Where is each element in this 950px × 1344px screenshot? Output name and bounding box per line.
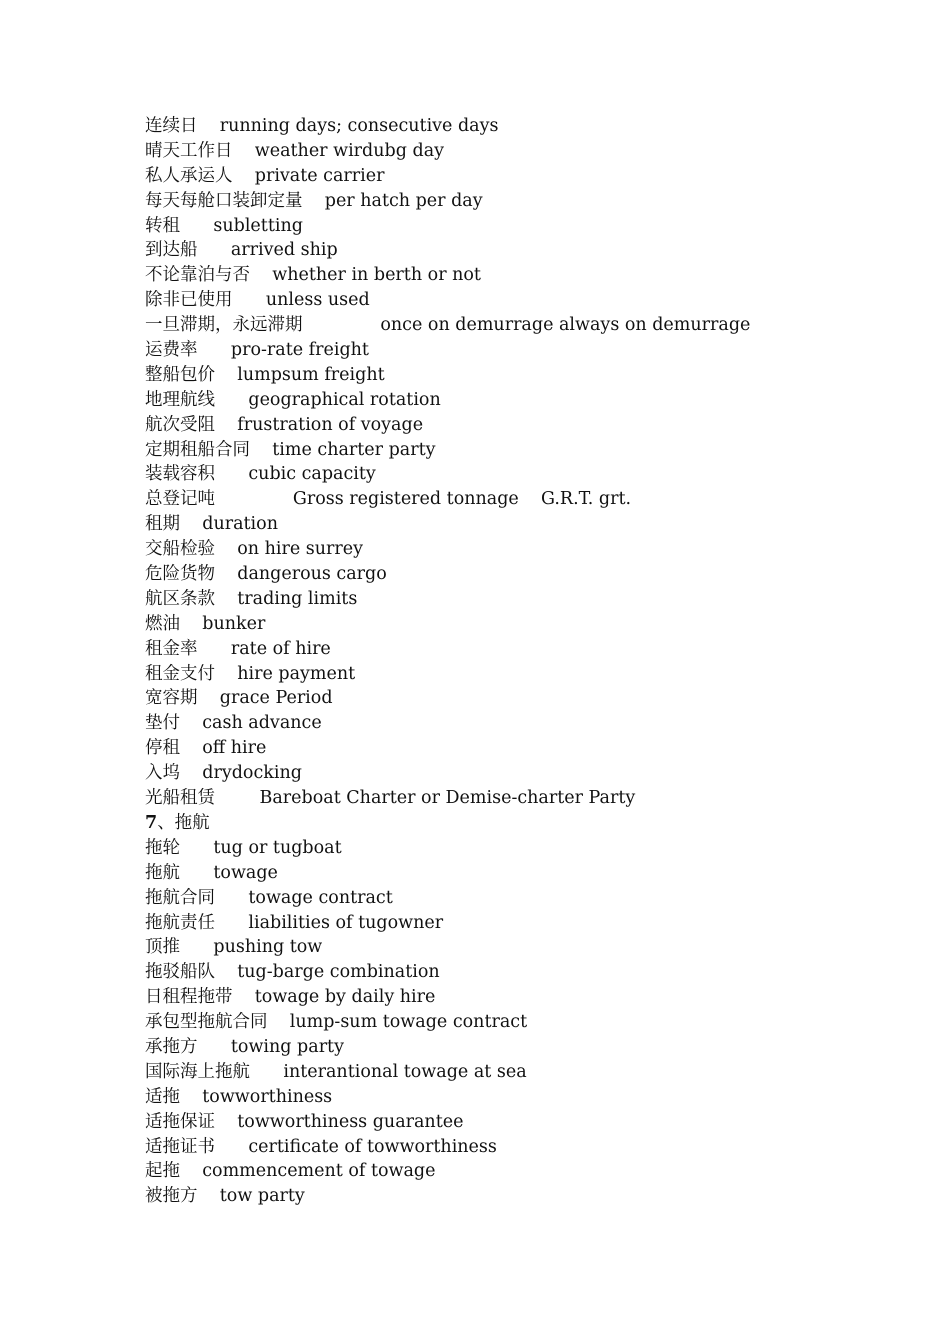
- glossary-entry: 光船租赁 Bareboat Charter or Demise-charter Party: [145, 788, 636, 809]
- glossary-entry: 燃油 bunker: [145, 613, 266, 634]
- glossary-entry: 拖航责任 liabilities of tugowner: [145, 912, 444, 933]
- glossary-entry: 租金率 rate of hire: [145, 638, 331, 659]
- glossary-entry: 私人承运人 private carrier: [145, 165, 385, 186]
- glossary-entry: 一旦滞期，永远滞期 once on demurrage always on demurrage: [145, 315, 751, 336]
- glossary-entry: 除非已使用 unless used: [145, 290, 370, 311]
- glossary-entry: 运费率 pro-rate freight: [145, 340, 369, 361]
- glossary-entry: 地理航线 geographical rotation: [145, 389, 441, 410]
- glossary-entry: 总登记吨 Gross registered tonnage G.R.T. grt.: [145, 489, 632, 510]
- glossary-entry: 入坞 drydocking: [145, 763, 302, 784]
- glossary-entry: 垫付 cash advance: [145, 713, 322, 734]
- glossary-entry: 航区条款 trading limits: [145, 588, 358, 609]
- glossary-entry: 危险货物 dangerous cargo: [145, 564, 387, 585]
- section-heading: [145, 811, 925, 836]
- glossary-entry: 整船包价 lumpsum freight: [145, 364, 385, 385]
- glossary-entry: 承包型拖航合同 lump-sum towage contract: [145, 1012, 528, 1033]
- glossary-entry: 国际海上拖航 interantional towage at sea: [145, 1061, 527, 1082]
- glossary-entry: 租金支付 hire payment: [145, 663, 356, 684]
- glossary-entry: 装载容积 cubic capacity: [145, 464, 376, 485]
- glossary-entry: 适拖 towworthiness: [145, 1086, 333, 1107]
- glossary-entry: 转租 subletting: [145, 215, 303, 236]
- glossary-entry: 被拖方 tow party: [145, 1186, 305, 1207]
- glossary-entry: 连续日 running days; consecutive days: [145, 116, 499, 136]
- section-title: 、拖航: [157, 812, 210, 833]
- glossary-entry: 适拖保证 towworthiness guarantee: [145, 1111, 464, 1132]
- glossary-entry: 航次受阻 frustration of voyage: [145, 414, 424, 435]
- glossary-entry: 租期 duration: [145, 514, 278, 535]
- glossary-entry: 拖航合同 towage contract: [145, 887, 393, 908]
- section-number: 7: [145, 812, 158, 833]
- glossary-entry: 不论靠泊与否 whether in berth or not: [145, 265, 481, 286]
- glossary-entry: 日租程拖带 towage by daily hire: [145, 987, 436, 1008]
- glossary-list: [145, 114, 925, 1209]
- glossary-entry: 拖航 towage: [145, 862, 278, 883]
- glossary-entry: 适拖证书 certificate of towworthiness: [145, 1136, 497, 1157]
- glossary-entry: 到达船 arrived ship: [145, 240, 338, 261]
- glossary-entry: 定期租船合同 time charter party: [145, 439, 436, 460]
- glossary-entry: 承拖方 towing party: [145, 1036, 344, 1057]
- glossary-entry: 拖轮 tug or tugboat: [145, 837, 342, 858]
- glossary-entry: 宽容期 grace Period: [145, 688, 333, 709]
- glossary-entry: 拖驳船队 tug-barge combination: [145, 962, 440, 983]
- glossary-entry: 每天每舱口装卸定量 per hatch per day: [145, 190, 483, 211]
- glossary-entry: 交船检验 on hire surrey: [145, 539, 363, 560]
- glossary-entry: 晴天工作日 weather wirdubg day: [145, 140, 445, 161]
- glossary-entry: 顶推 pushing tow: [145, 937, 323, 958]
- glossary-entry: 停租 off hire: [145, 738, 267, 759]
- glossary-entry: 起拖 commencement of towage: [145, 1161, 436, 1182]
